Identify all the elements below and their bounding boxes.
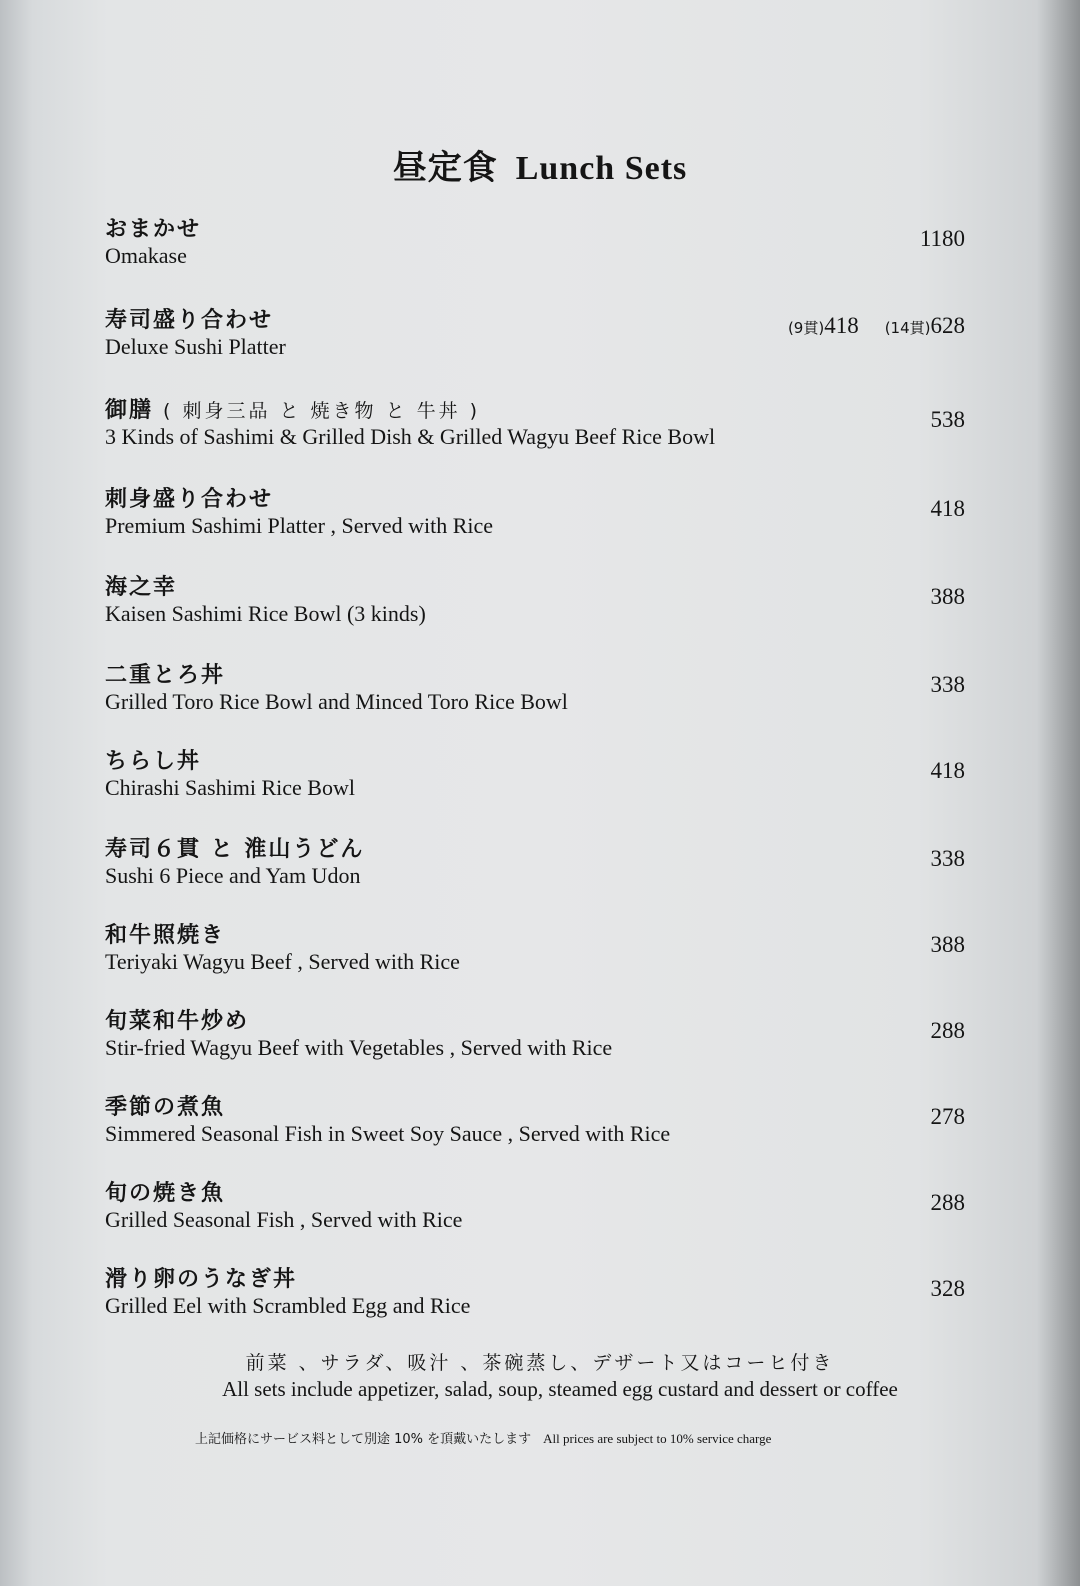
item-name-en: Sushi 6 Piece and Yam Udon xyxy=(105,863,361,888)
page-title xyxy=(0,140,1080,189)
item-price: 338 xyxy=(930,846,965,871)
item-name-en: Grilled Seasonal Fish , Served with Rice xyxy=(105,1207,463,1232)
service-charge-jp: 上記価格にサービス料として別途 10% を頂戴いたします xyxy=(195,1432,532,1447)
item-price: 288 xyxy=(930,1018,965,1043)
price-option-price: 628 xyxy=(930,313,965,338)
item-price: 288 xyxy=(930,1190,965,1215)
menu-item-sushi-platter xyxy=(105,303,965,373)
item-name-jp: 海之幸 xyxy=(105,575,178,600)
item-price: 418 xyxy=(930,758,965,783)
includes-note-jp: 前菜 、サラダ、吸汁 、茶碗蒸し、デザート又はコーヒ付き xyxy=(245,1352,835,1374)
item-name-jp: 刺身盛り合わせ xyxy=(105,487,274,512)
title-jp: 昼定食 xyxy=(392,148,498,188)
menu-item-sashimi-platter xyxy=(105,482,965,552)
item-price: 388 xyxy=(930,584,965,609)
menu-item-omakase xyxy=(105,212,965,282)
item-name-jp: ちらし丼 xyxy=(105,749,202,774)
menu-item-eel-bowl xyxy=(105,1262,965,1332)
item-name-en: Simmered Seasonal Fish in Sweet Soy Sauce , Served with Rice xyxy=(105,1121,671,1146)
item-price: 418 xyxy=(930,496,965,521)
service-charge-en: All prices are subject to 10% service charge xyxy=(543,1431,772,1446)
price-option-price: 418 xyxy=(824,313,859,338)
service-charge-note xyxy=(195,1428,885,1447)
item-name-jp: 二重とろ丼 xyxy=(105,663,226,688)
item-price: 338 xyxy=(930,672,965,697)
item-name-en: 3 Kinds of Sashimi & Grilled Dish & Grilled Wagyu Beef Rice Bowl xyxy=(105,424,716,449)
item-name-en: Kaisen Sashimi Rice Bowl (3 kinds) xyxy=(105,601,426,626)
item-name-jp: 滑り卵のうなぎ丼 xyxy=(105,1267,298,1292)
item-price: 1180 xyxy=(919,226,965,251)
item-name-en: Grilled Toro Rice Bowl and Minced Toro Rice Bowl xyxy=(105,689,568,714)
menu-item-simmered-fish xyxy=(105,1090,965,1160)
item-name-en: Teriyaki Wagyu Beef , Served with Rice xyxy=(105,949,460,974)
item-name-en: Grilled Eel with Scrambled Egg and Rice xyxy=(105,1293,471,1318)
menu-item-chirashi xyxy=(105,744,965,814)
menu-item-stir-fried-wagyu xyxy=(105,1004,965,1074)
item-name-en: Premium Sashimi Platter , Served with Rice xyxy=(105,513,494,538)
menu-item-gozen xyxy=(105,393,965,463)
title-en: Lunch Sets xyxy=(515,150,688,187)
includes-note-en: All sets include appetizer, salad, soup, steamed egg custard and dessert or coffee xyxy=(222,1377,898,1401)
item-name-jp: 旬菜和牛炒め xyxy=(105,1009,250,1034)
item-name-jp: 寿司６貫 と 淮山うどん xyxy=(105,837,365,862)
menu-item-grilled-fish xyxy=(105,1176,965,1246)
item-name-en: Omakase xyxy=(105,243,187,268)
item-price: 388 xyxy=(930,932,965,957)
item-name-en: Deluxe Sushi Platter xyxy=(105,334,286,359)
item-name-jp: 和牛照焼き xyxy=(105,923,226,948)
item-price: 328 xyxy=(930,1276,965,1301)
item-name-jp xyxy=(105,393,480,424)
item-name-jp: 季節の煮魚 xyxy=(105,1095,226,1120)
item-name-jp: 寿司盛り合わせ xyxy=(105,308,274,333)
item-price-options xyxy=(788,313,965,339)
item-price: 278 xyxy=(930,1104,965,1129)
menu-item-toro-bowl xyxy=(105,658,965,728)
item-name-en: Chirashi Sashimi Rice Bowl xyxy=(105,775,355,800)
menu-item-kaisen xyxy=(105,570,965,640)
item-name-jp-main: 御膳 xyxy=(105,398,154,423)
menu-item-teriyaki-wagyu xyxy=(105,918,965,988)
item-name-jp: 旬の焼き魚 xyxy=(105,1181,226,1206)
item-name-jp-note: ( 刺身三品 と 焼き物 と 牛丼 ) xyxy=(163,400,481,422)
item-price: 538 xyxy=(930,407,965,432)
price-option-qty: (9貫) xyxy=(787,319,825,337)
item-name-jp: おまかせ xyxy=(105,217,202,242)
menu-item-sushi-udon xyxy=(105,832,965,902)
item-name-en: Stir-fried Wagyu Beef with Vegetables , Served with Rice xyxy=(105,1035,613,1060)
price-option-qty: (14貫) xyxy=(884,319,931,337)
